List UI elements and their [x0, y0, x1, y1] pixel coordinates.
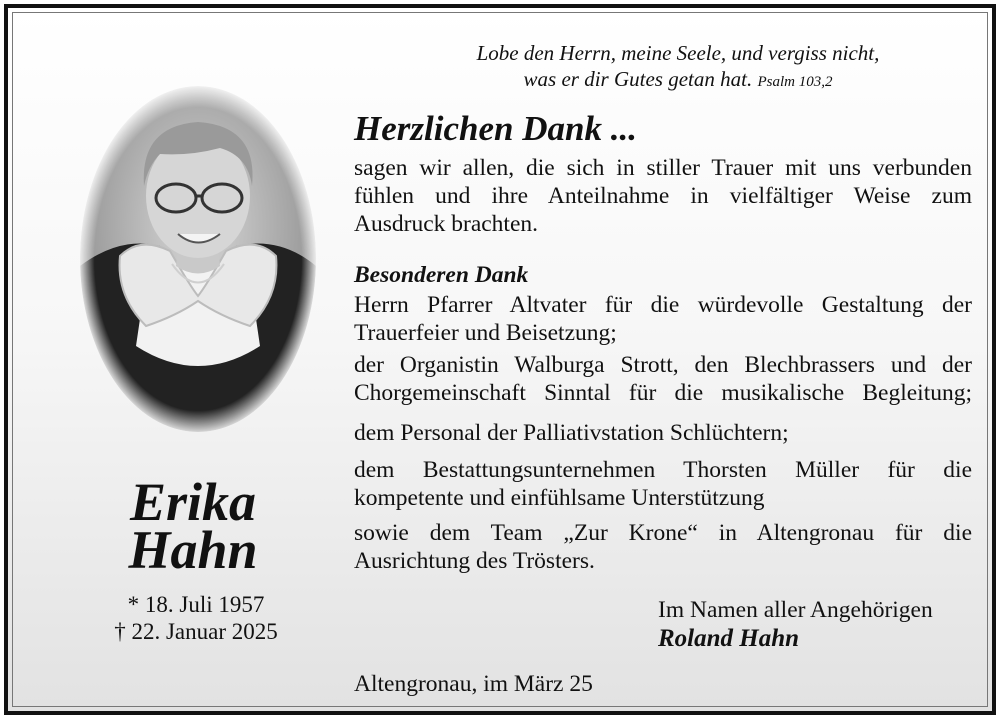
thanks-line: sowie dem Team „Zur Krone“ in Altengronau für die — [354, 520, 972, 546]
thanks-line: der Organistin Walburga Strott, den Blechbrassers und der — [354, 352, 972, 378]
thanks-line: Ausrichtung des Trösters. — [354, 548, 595, 574]
deceased-first-name: Erika — [129, 472, 257, 532]
thanks-line: Herrn Pfarrer Altvater für die würdevolle Gestaltung der — [354, 292, 972, 318]
thanks-line: Chorgemeinschaft Sinntal für die musikalische Begleitung; — [354, 380, 972, 406]
psalm-line-1: Lobe den Herrn, meine Seele, und vergiss nicht, — [476, 41, 880, 65]
thanks-heading: Herzlichen Dank ... — [354, 109, 637, 148]
psalm-reference: Psalm 103,2 — [757, 74, 833, 90]
intro-line: sagen wir allen, die sich in stiller Trauer mit uns verbunden — [354, 155, 972, 181]
intro-line: Ausdruck brachten. — [354, 211, 539, 237]
birth-date: * 18. Juli 1957 — [127, 592, 265, 617]
obituary-card — [4, 4, 996, 715]
psalm-line-2-text: was er dir Gutes getan hat. — [523, 67, 753, 91]
thanks-line: Trauerfeier und Beisetzung; — [354, 320, 617, 346]
portrait-photo — [80, 86, 316, 432]
deceased-last-name: Hahn — [128, 520, 258, 580]
thanks-line: dem Personal der Palliativstation Schlüchtern; — [354, 420, 789, 446]
signature-intro: Im Namen aller Angehörigen — [658, 597, 933, 623]
special-thanks-heading: Besonderen Dank — [354, 262, 529, 288]
portrait-illustration — [80, 86, 316, 432]
thanks-line: dem Bestattungsunternehmen Thorsten Müller für die — [354, 457, 972, 483]
death-date: † 22. Januar 2025 — [114, 619, 278, 644]
thanks-line: kompetente und einfühlsame Unterstützung — [354, 485, 765, 511]
intro-line: fühlen und ihre Anteilnahme in vielfältiger Weise zum — [354, 183, 972, 209]
place-date: Altengronau, im März 25 — [354, 671, 593, 697]
psalm-line-2 — [408, 66, 948, 95]
signature-name: Roland Hahn — [658, 625, 800, 652]
